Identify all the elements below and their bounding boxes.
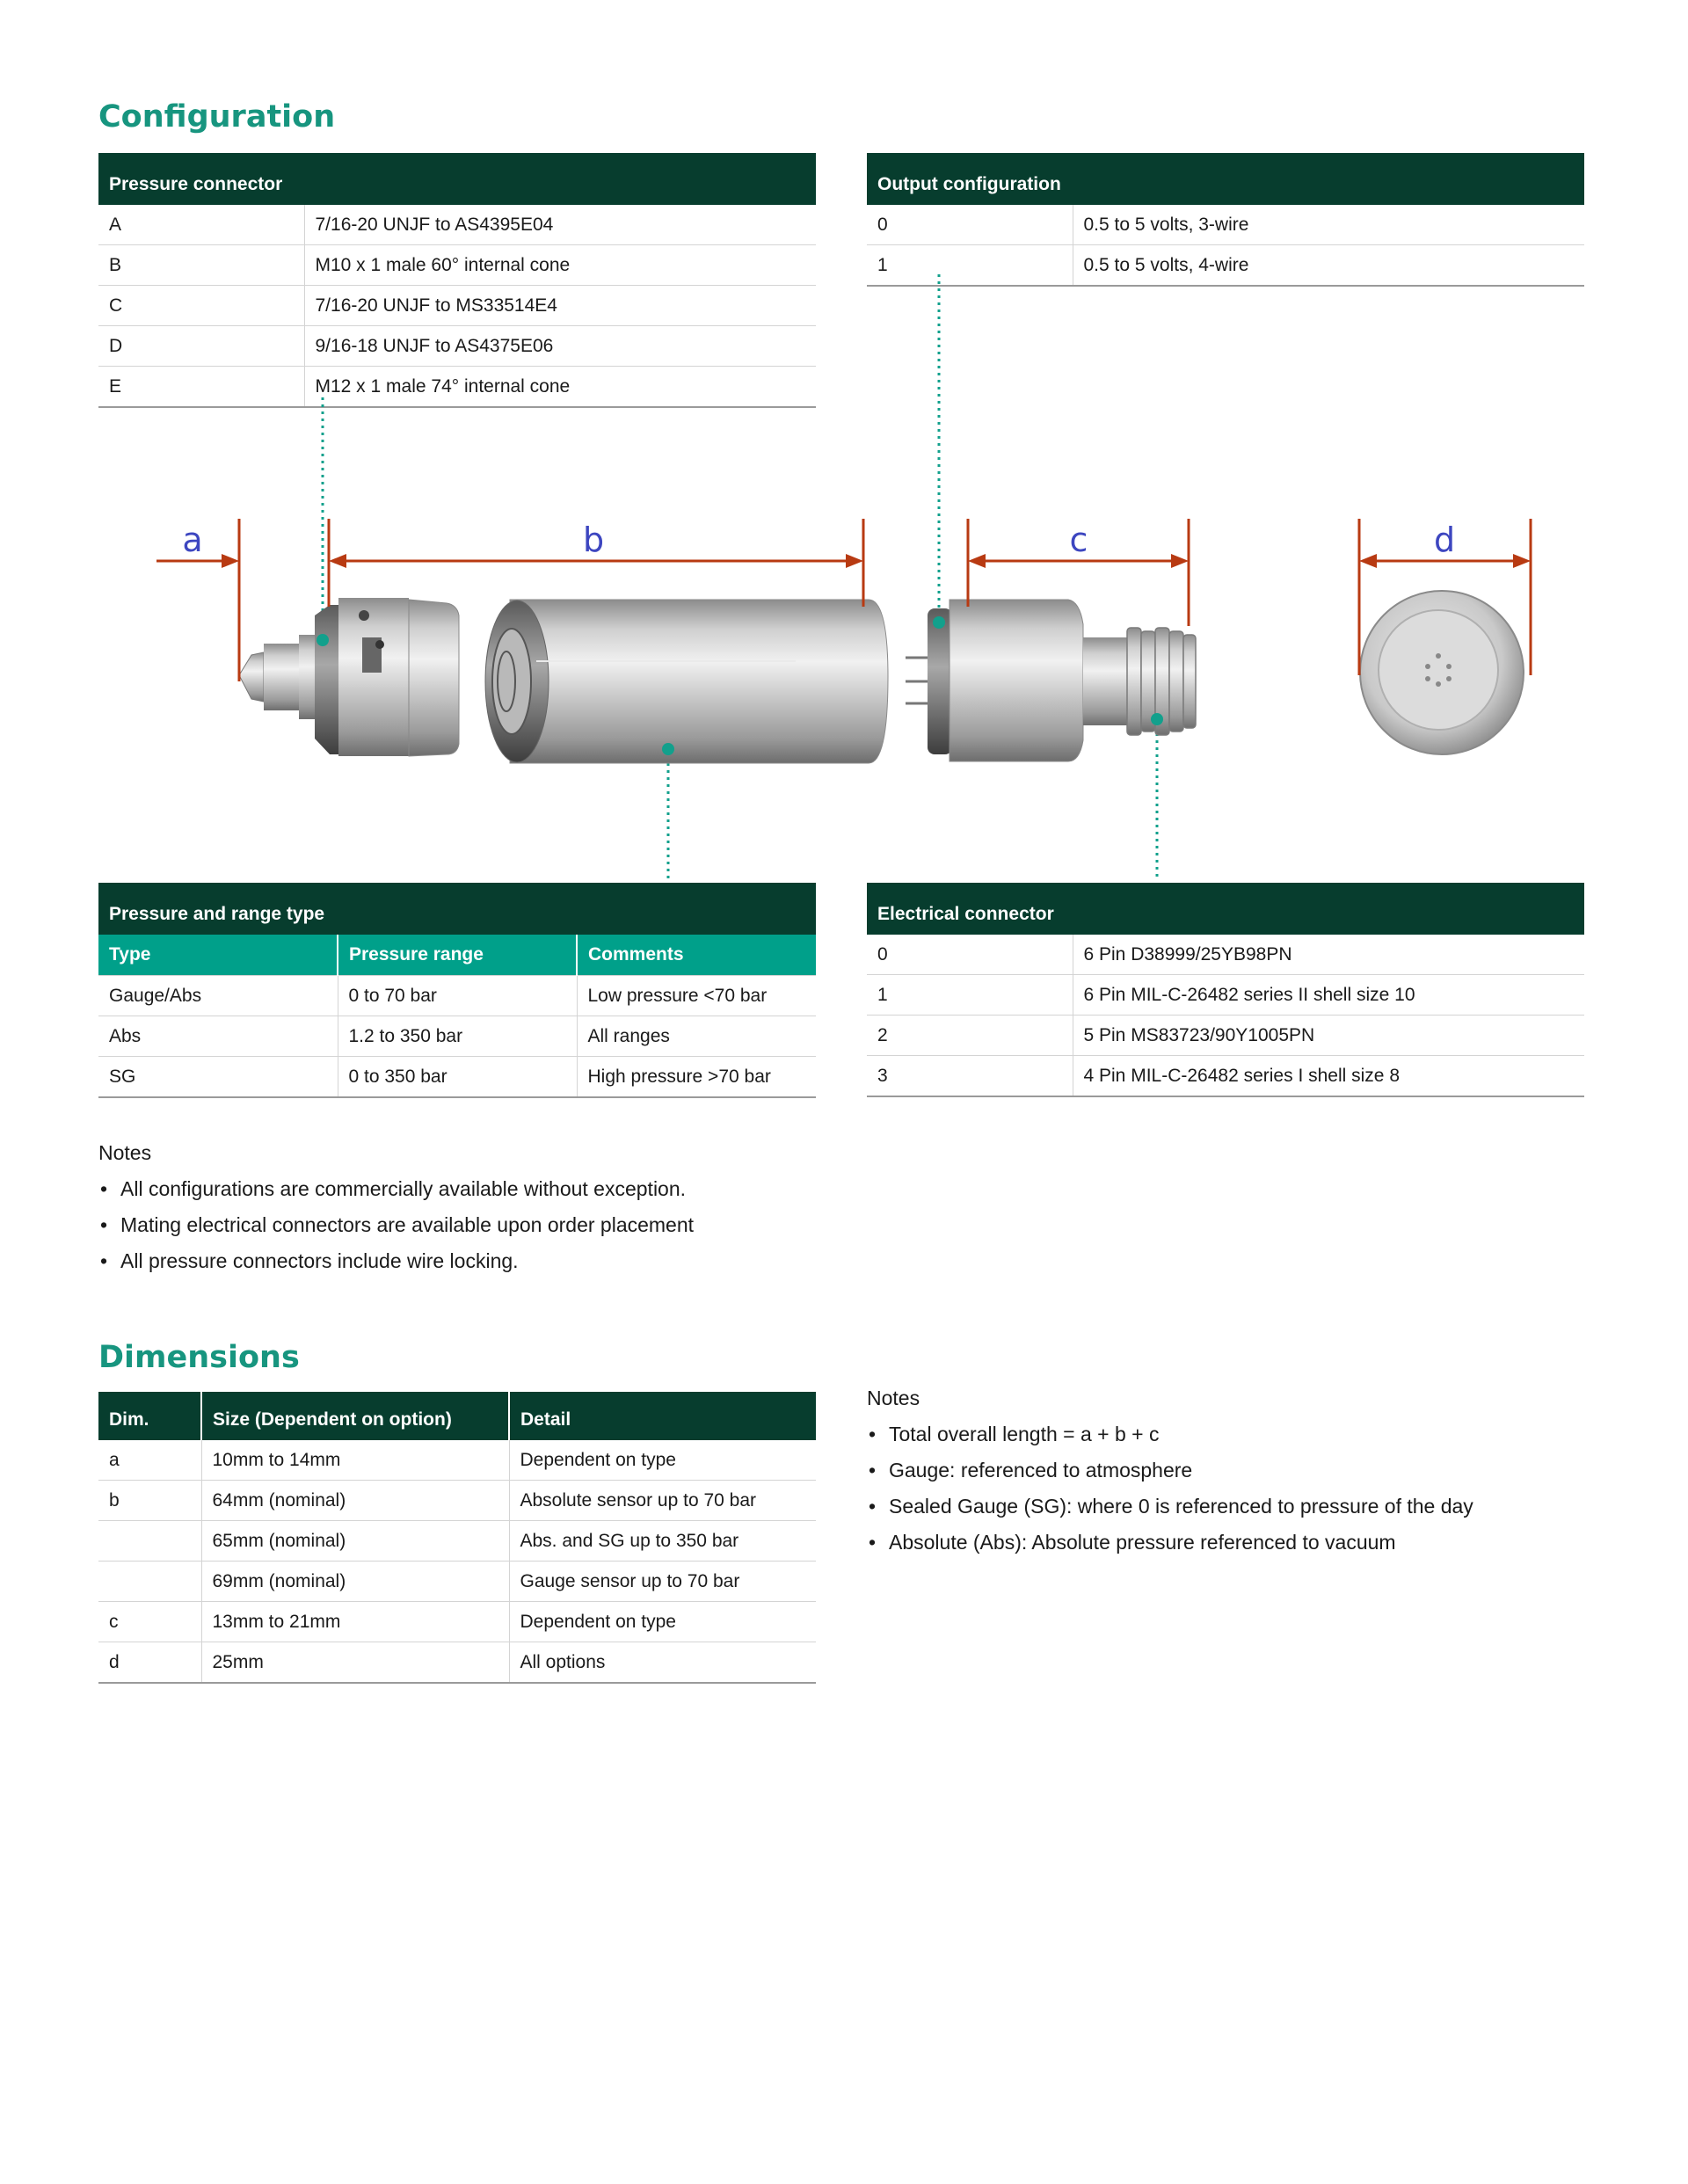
- connector-code: B: [98, 245, 304, 286]
- note-item: • All pressure connectors include wire locking.: [98, 1243, 694, 1279]
- electrical-connector-header: Electrical connector: [867, 883, 1584, 935]
- column-header-dim: Dim.: [98, 1392, 201, 1440]
- connector-desc: M12 x 1 male 74° internal cone: [304, 367, 816, 408]
- configuration-notes: [98, 1135, 694, 1279]
- dim-label-c: c: [1069, 521, 1088, 559]
- notes-title: Notes: [98, 1141, 152, 1164]
- note-item: • Total overall length = a + b + c: [867, 1416, 1473, 1452]
- dim-code: [98, 1521, 201, 1562]
- dim-detail: All options: [509, 1642, 816, 1684]
- output-configuration-header: Output configuration: [867, 153, 1584, 205]
- table-row: [867, 1056, 1584, 1097]
- dim-size: 65mm (nominal): [201, 1521, 509, 1562]
- column-header-type: Type: [98, 935, 338, 976]
- dim-size: 25mm: [201, 1642, 509, 1684]
- range-value: 1.2 to 350 bar: [338, 1016, 577, 1057]
- note-item: • Absolute (Abs): Absolute pressure referenced to vacuum: [867, 1525, 1473, 1561]
- sensor-body-part: [485, 600, 888, 763]
- output-desc: 0.5 to 5 volts, 3-wire: [1073, 205, 1584, 245]
- range-type: Abs: [98, 1016, 338, 1057]
- note-item: • Mating electrical connectors are available upon order placement: [98, 1207, 694, 1243]
- pressure-connector-header: Pressure connector: [98, 153, 816, 205]
- output-desc: 0.5 to 5 volts, 4-wire: [1073, 245, 1584, 287]
- electrical-desc: 6 Pin D38999/25YB98PN: [1073, 935, 1584, 975]
- pressure-range-column-headers: [98, 935, 816, 976]
- leader-lines: [323, 274, 1157, 881]
- table-row: [867, 935, 1584, 975]
- dim-code: [98, 1562, 201, 1602]
- electrical-code: 1: [867, 975, 1073, 1016]
- electrical-desc: 5 Pin MS83723/90Y1005PN: [1073, 1016, 1584, 1056]
- dim-label-b: b: [582, 521, 605, 559]
- electrical-code: 0: [867, 935, 1073, 975]
- table-row: [98, 1602, 816, 1642]
- note-item: • Sealed Gauge (SG): where 0 is referenced to pressure of the day: [867, 1489, 1473, 1525]
- output-code: 1: [867, 245, 1073, 287]
- output-code: 0: [867, 205, 1073, 245]
- connector-code: C: [98, 286, 304, 326]
- table-row: [98, 1481, 816, 1521]
- table-row: [867, 975, 1584, 1016]
- dim-detail: Abs. and SG up to 350 bar: [509, 1521, 816, 1562]
- note-item: • All configurations are commercially available without exception.: [98, 1171, 694, 1207]
- sensor-exploded-diagram: [0, 0, 1688, 897]
- dim-detail: Absolute sensor up to 70 bar: [509, 1481, 816, 1521]
- electrical-desc: 6 Pin MIL-C-26482 series II shell size 10: [1073, 975, 1584, 1016]
- electrical-code: 3: [867, 1056, 1073, 1097]
- connector-end-face: [1360, 591, 1524, 754]
- dim-detail: Dependent on type: [509, 1602, 816, 1642]
- electrical-connector-part: [906, 600, 1196, 761]
- table-row: [98, 1440, 816, 1481]
- connector-code: A: [98, 205, 304, 245]
- table-row: [98, 1057, 816, 1098]
- dim-label-a: a: [182, 521, 203, 559]
- pressure-range-table: [98, 883, 816, 1098]
- table-row: [98, 1562, 816, 1602]
- notes-title: Notes: [867, 1387, 920, 1409]
- pressure-port-part: [239, 598, 459, 756]
- dim-detail: Gauge sensor up to 70 bar: [509, 1562, 816, 1602]
- range-comment: Low pressure <70 bar: [577, 976, 816, 1016]
- electrical-desc: 4 Pin MIL-C-26482 series I shell size 8: [1073, 1056, 1584, 1097]
- column-header-size: Size (Dependent on option): [201, 1392, 509, 1440]
- column-header-pressure-range: Pressure range: [338, 935, 577, 976]
- dim-code: a: [98, 1440, 201, 1481]
- range-comment: High pressure >70 bar: [577, 1057, 816, 1098]
- dimensions-title: Dimensions: [98, 1340, 300, 1375]
- electrical-connector-table: [867, 883, 1584, 1097]
- range-comment: All ranges: [577, 1016, 816, 1057]
- dim-label-d: d: [1433, 521, 1456, 559]
- table-row: [867, 1016, 1584, 1056]
- dim-size: 64mm (nominal): [201, 1481, 509, 1521]
- table-row: [98, 1016, 816, 1057]
- range-value: 0 to 70 bar: [338, 976, 577, 1016]
- connector-desc: 7/16-20 UNJF to AS4395E04: [304, 205, 816, 245]
- column-header-comments: Comments: [577, 935, 816, 976]
- table-row: [98, 1642, 816, 1684]
- connector-desc: 7/16-20 UNJF to MS33514E4: [304, 286, 816, 326]
- connector-desc: M10 x 1 male 60° internal cone: [304, 245, 816, 286]
- table-row: [98, 1521, 816, 1562]
- table-row: [98, 976, 816, 1016]
- dim-size: 69mm (nominal): [201, 1562, 509, 1602]
- dim-code: b: [98, 1481, 201, 1521]
- range-type: Gauge/Abs: [98, 976, 338, 1016]
- connector-code: E: [98, 367, 304, 408]
- note-item: • Gauge: referenced to atmosphere: [867, 1452, 1473, 1489]
- pressure-range-header: Pressure and range type: [98, 883, 816, 935]
- dimensions-table: [98, 1392, 816, 1684]
- electrical-code: 2: [867, 1016, 1073, 1056]
- dim-size: 13mm to 21mm: [201, 1602, 509, 1642]
- range-value: 0 to 350 bar: [338, 1057, 577, 1098]
- range-type: SG: [98, 1057, 338, 1098]
- connector-desc: 9/16-18 UNJF to AS4375E06: [304, 326, 816, 367]
- dimensions-notes: [867, 1380, 1473, 1561]
- dim-detail: Dependent on type: [509, 1440, 816, 1481]
- column-header-detail: Detail: [509, 1392, 816, 1440]
- configuration-title: Configuration: [98, 99, 336, 135]
- connector-code: D: [98, 326, 304, 367]
- dim-code: d: [98, 1642, 201, 1684]
- dim-size: 10mm to 14mm: [201, 1440, 509, 1481]
- dim-code: c: [98, 1602, 201, 1642]
